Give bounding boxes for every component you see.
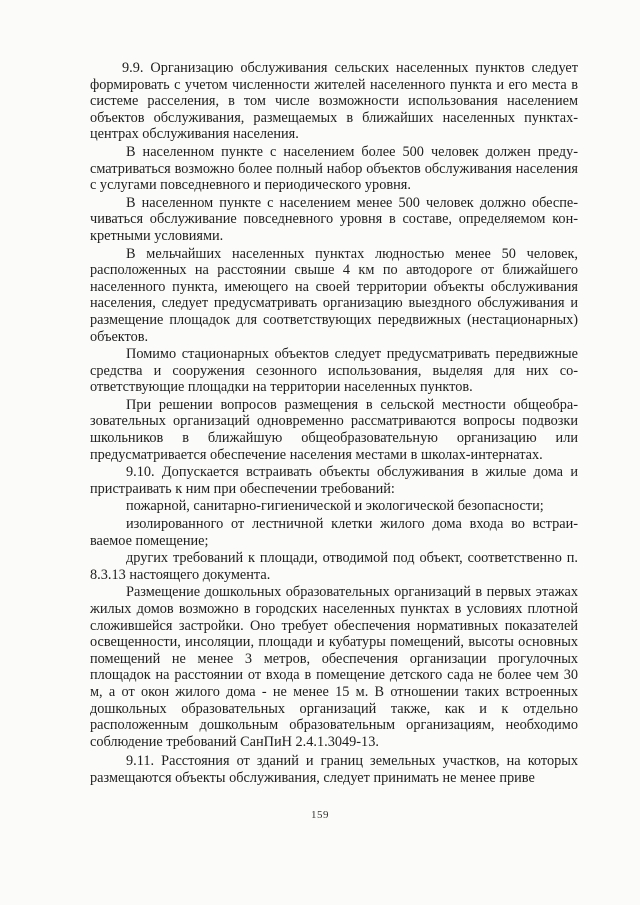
page-number: 159: [311, 809, 329, 821]
paragraph: Размещение дошкольных образовательных организаций в первых этажах жилых домов возможно в городских населенных пунктах в условиях плотной сложившейся застройки. Оно требует обеспечения нормативных показателей освещенности, инсоляции, площади и кубатуры помещений, высоты основных помещений не менее 3 метров, обеспечения организации прогулочных площадок на расстоянии от входа в помещение детского сада не более чем 30 м, а от окон жилого дома - не менее 15 м. В отношении таких встроенных дошкольных образовательных организаций также, как и к отдельно расположенным дошкольным образовательным организациям, необходимо соблюдение требований СанПиН 2.4.1.3049-13.: [90, 584, 578, 750]
paragraph-9-9: 9.9. Организацию обслуживания сельских населенных пунктов следует формировать с учетом численности жителей населенного пункта и его места в системе расселения, в том числе возможности использования населением объектов обслуживания, размещаемых в ближайших населенных пунктах-центрах обслуживания населения.: [90, 60, 578, 143]
paragraph: В населенном пункте с населением более 500 человек должен предусматриваться возможно более полный набор объектов обслуживания населения с услугами повседневного и периодического уровня.: [90, 143, 578, 194]
paragraph: В мельчайших населенных пунктах людностью менее 50 человек, расположенных на расстоянии свыше 4 км по автодороге от ближайшего населенного пункта, имеющего на своей территории объекты обслуживания населения, следует предусматривать организацию выездного обслуживания и размещение площадок для соответствующих передвижных (нестационарных) объектов.: [90, 245, 578, 345]
paragraph-9-11: 9.11. Расстояния от зданий и границ земельных участков, на которых размещаются объекты обслуживания, следует принимать не менее приве: [90, 753, 578, 786]
paragraph-9-10: 9.10. Допускается встраивать объекты обслуживания в жилые дома и пристраивать к ним при обеспечении требований:: [90, 464, 578, 497]
requirement-item: пожарной, санитарно-гигиенической и экологической безопасности;: [126, 498, 544, 515]
paragraph: Помимо стационарных объектов следует предусматривать передвижные средства и сооружения сезонного использования, выделяя для них соответствующие площадки на территории населенных пунктов.: [90, 346, 578, 396]
paragraph: В населенном пункте с населением менее 500 человек должно обеспечиваться обслуживание повседневного уровня в составе, определяемом конкретными условиями.: [90, 194, 578, 244]
paragraph: При решении вопросов размещения в сельской местности общеобразовательных организаций одновременно рассматриваются вопросы подвозки школьников в ближайшую общеобразовательную организацию или предусматривается обеспечение населения местами в школах-интернатах.: [90, 396, 578, 463]
requirement-item: изолированного от лестничной клетки жилого дома входа во встраиваемое помещение;: [90, 516, 578, 549]
requirement-item: других требований к площади, отводимой под объект, соответственно п. 8.3.13 настоящего документа.: [90, 550, 578, 583]
document-body: [90, 60, 578, 788]
